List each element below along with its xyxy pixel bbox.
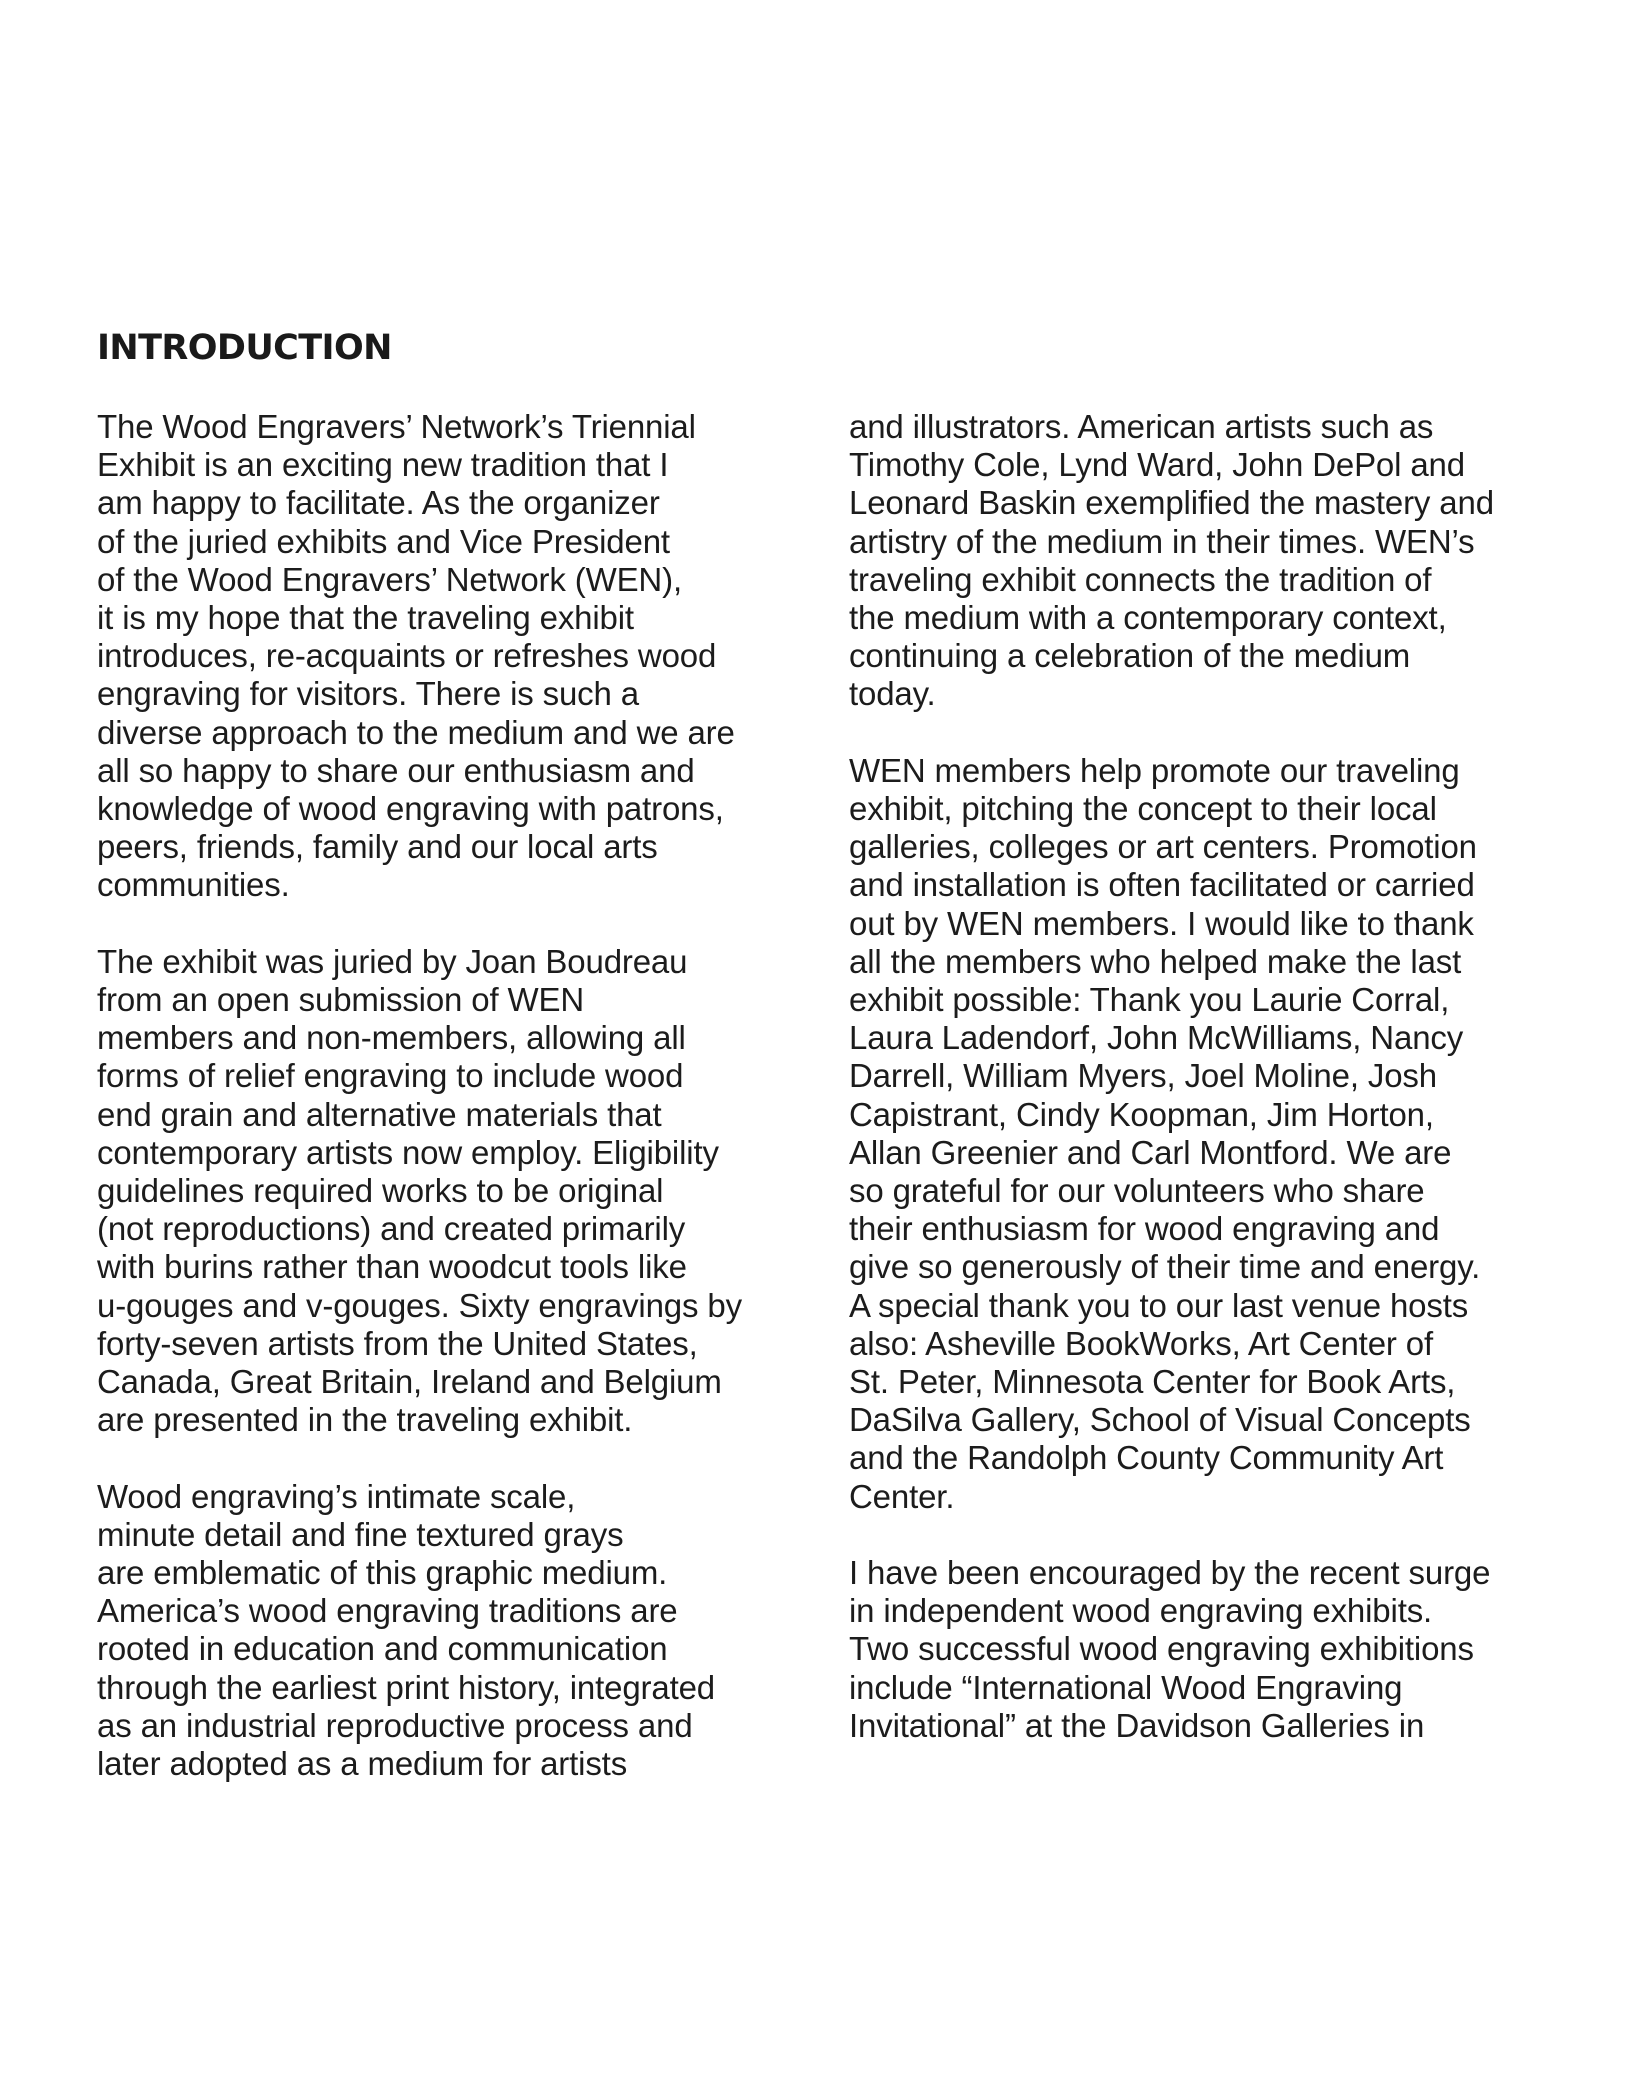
text-line: from an open submission of WEN — [97, 981, 585, 1019]
text-line: with burins rather than woodcut tools like — [97, 1248, 687, 1286]
text-line: rooted in education and communication — [97, 1630, 668, 1668]
text-line: minute detail and fine textured grays — [97, 1515, 624, 1553]
text-line: end grain and alternative materials that — [97, 1095, 662, 1133]
text-line: WEN members help promote our traveling — [849, 751, 1460, 789]
text-line: engraving for visitors. There is such a — [97, 675, 639, 713]
text-line: introduces, re-acquaints or refreshes wood — [97, 637, 717, 675]
text-line: today. — [849, 675, 936, 713]
body-paragraph — [97, 408, 837, 905]
text-line: exhibit possible: Thank you Laurie Corral, — [849, 981, 1450, 1019]
text-line: The Wood Engravers’ Network’s Triennial — [97, 408, 696, 445]
text-line: am happy to facilitate. As the organizer — [97, 484, 660, 522]
text-line: exhibit, pitching the concept to their local — [849, 790, 1437, 828]
text-line: DaSilva Gallery, School of Visual Concepts — [849, 1401, 1471, 1439]
text-line: and the Randolph County Community Art — [849, 1439, 1444, 1477]
text-line: America’s wood engraving traditions are — [97, 1592, 678, 1630]
left-column — [97, 408, 837, 1821]
text-line: Invitational” at the Davidson Galleries in — [849, 1706, 1425, 1744]
text-line: St. Peter, Minnesota Center for Book Arts, — [849, 1363, 1456, 1401]
text-line: Wood engraving’s intimate scale, — [97, 1477, 576, 1515]
text-line: it is my hope that the traveling exhibit — [97, 599, 634, 637]
text-line: Darrell, William Myers, Joel Moline, Josh — [849, 1057, 1437, 1095]
text-line: Two successful wood engraving exhibitions — [849, 1630, 1474, 1668]
text-line: Exhibit is an exciting new tradition that I — [97, 446, 669, 484]
body-paragraph — [97, 943, 837, 1440]
text-line: of the juried exhibits and Vice President — [97, 522, 670, 560]
text-line: peers, friends, family and our local arts — [97, 828, 658, 866]
text-line: give so generously of their time and energy. — [849, 1248, 1481, 1286]
text-line: are presented in the traveling exhibit. — [97, 1401, 633, 1439]
text-line: so grateful for our volunteers who share — [849, 1172, 1425, 1210]
text-line: members and non-members, allowing all — [97, 1019, 686, 1057]
text-line: Center. — [849, 1477, 955, 1515]
text-line: Allan Greenier and Carl Montford. We are — [849, 1133, 1452, 1171]
text-line: galleries, colleges or art centers. Promotion — [849, 828, 1477, 866]
text-line: (not reproductions) and created primarily — [97, 1210, 686, 1248]
text-line: all so happy to share our enthusiasm and — [97, 751, 695, 789]
text-line: The exhibit was juried by Joan Boudreau — [97, 942, 688, 980]
text-line: contemporary artists now employ. Eligibility — [97, 1133, 719, 1171]
text-line: guidelines required works to be original — [97, 1172, 664, 1210]
text-line: communities. — [97, 866, 290, 904]
body-paragraph — [97, 1478, 837, 1784]
text-line: and illustrators. American artists such as — [849, 408, 1434, 445]
text-line: as an industrial reproductive process and — [97, 1706, 693, 1744]
text-line: Timothy Cole, Lynd Ward, John DePol and — [849, 446, 1465, 484]
text-line: artistry of the medium in their times. WEN’s — [849, 522, 1475, 560]
text-line: in independent wood engraving exhibits. — [849, 1592, 1433, 1630]
text-line: forty-seven artists from the United States, — [97, 1324, 698, 1362]
body-paragraph — [849, 752, 1589, 1516]
body-paragraph — [849, 408, 1589, 714]
text-line: through the earliest print history, integrated — [97, 1668, 716, 1706]
text-line: all the members who helped make the last — [849, 942, 1462, 980]
right-column — [849, 408, 1589, 1783]
text-line: are emblematic of this graphic medium. — [97, 1554, 668, 1592]
text-line: later adopted as a medium for artists — [97, 1745, 628, 1783]
text-line: traveling exhibit connects the tradition of — [849, 560, 1432, 598]
text-line: continuing a celebration of the medium — [849, 637, 1411, 675]
body-paragraph — [849, 1554, 1589, 1745]
text-line: of the Wood Engravers’ Network (WEN), — [97, 560, 682, 598]
text-line: I have been encouraged by the recent surge — [849, 1554, 1491, 1592]
text-line: knowledge of wood engraving with patrons, — [97, 790, 724, 828]
text-line: also: Asheville BookWorks, Art Center of — [849, 1324, 1433, 1362]
text-line: Laura Ladendorf, John McWilliams, Nancy — [849, 1019, 1464, 1057]
text-line: include “International Wood Engraving — [849, 1668, 1403, 1706]
text-line: out by WEN members. I would like to thank — [849, 904, 1474, 942]
text-line: Capistrant, Cindy Koopman, Jim Horton, — [849, 1095, 1434, 1133]
text-line: the medium with a contemporary context, — [849, 599, 1447, 637]
text-line: their enthusiasm for wood engraving and — [849, 1210, 1440, 1248]
text-line: Canada, Great Britain, Ireland and Belgium — [97, 1363, 722, 1401]
text-line: forms of relief engraving to include wood — [97, 1057, 684, 1095]
text-line: and installation is often facilitated or carried — [849, 866, 1475, 904]
text-line: Leonard Baskin exemplified the mastery and — [849, 484, 1494, 522]
text-line: diverse approach to the medium and we are — [97, 713, 735, 751]
text-line: A special thank you to our last venue hosts — [849, 1286, 1469, 1324]
section-heading: INTRODUCTION — [97, 328, 392, 368]
text-line: u-gouges and v-gouges. Sixty engravings by — [97, 1286, 742, 1324]
